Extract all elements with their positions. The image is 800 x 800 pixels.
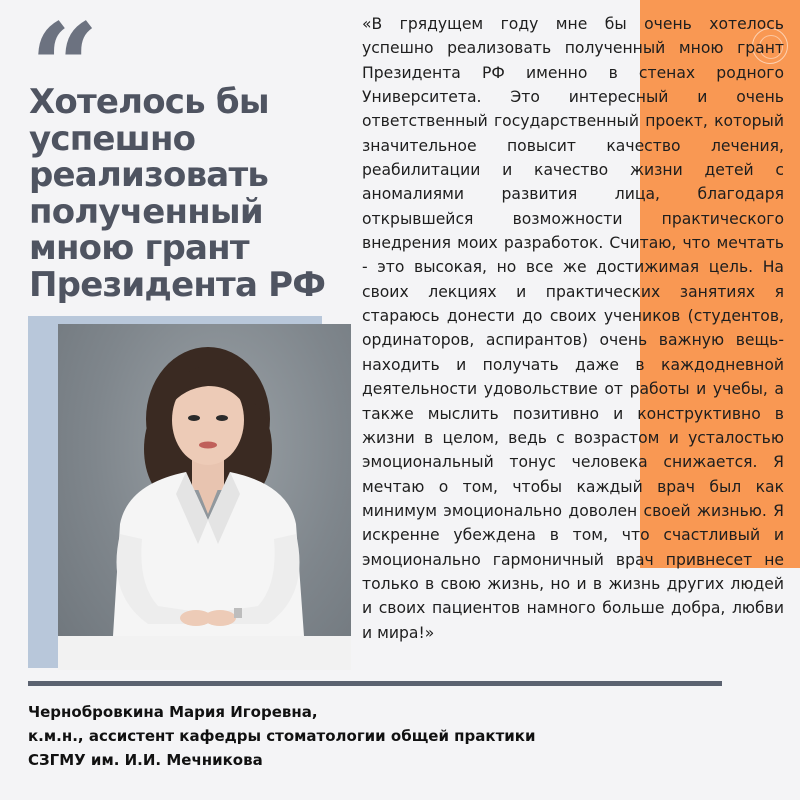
signature-block bbox=[28, 700, 768, 772]
portrait-illustration bbox=[58, 324, 351, 670]
quote-marks-icon: “ bbox=[30, 0, 100, 138]
signature-position: к.м.н., ассистент кафедры стоматологии общей практики bbox=[28, 727, 536, 745]
portrait-photo bbox=[58, 324, 351, 670]
signature-name: Чернобровкина Мария Игоревна, bbox=[28, 703, 318, 721]
signature-organization: СЗГМУ им. И.И. Мечникова bbox=[28, 751, 263, 769]
headline: Хотелось бы успешно реализовать полученный мною грант Президента РФ bbox=[29, 82, 326, 305]
divider bbox=[28, 681, 722, 686]
quote-text: «В грядущем году мне бы очень хотелось успешно реализовать полученный мною грант Президента РФ именно в стенах родного Университета. Это интересный и очень ответственный государственный проект, который значительное повысит качество лечения, реабилитации и качество жизни детей с аномалиями развития лица, благодаря открывшейся возможности практического внедрения моих разработок. Считаю, что мечтать - это высокая, но все же достижимая цель. На своих лекциях и практических занятиях я стараюсь донести до своих учеников (студентов, ординаторов, аспирантов) очень важную вещь- находить и получать даже в каждодневной деятельности удовольствие от работы и учебы, а также мыслить позитивно и конструктивно в жизни в целом, ведь с возрастом и усталостью эмоциональный тонус человека снижается. Я мечтаю о том, чтобы каждый врач был как минимум эмоционально доволен своей жизнью. Я искренне убеждена в том, что счастливый и эмоционально гармоничный врач привнесет не только в свою жизнь, но и в жизнь других людей и своих пациентов намного больше добра, любви и мира!» bbox=[362, 15, 784, 642]
